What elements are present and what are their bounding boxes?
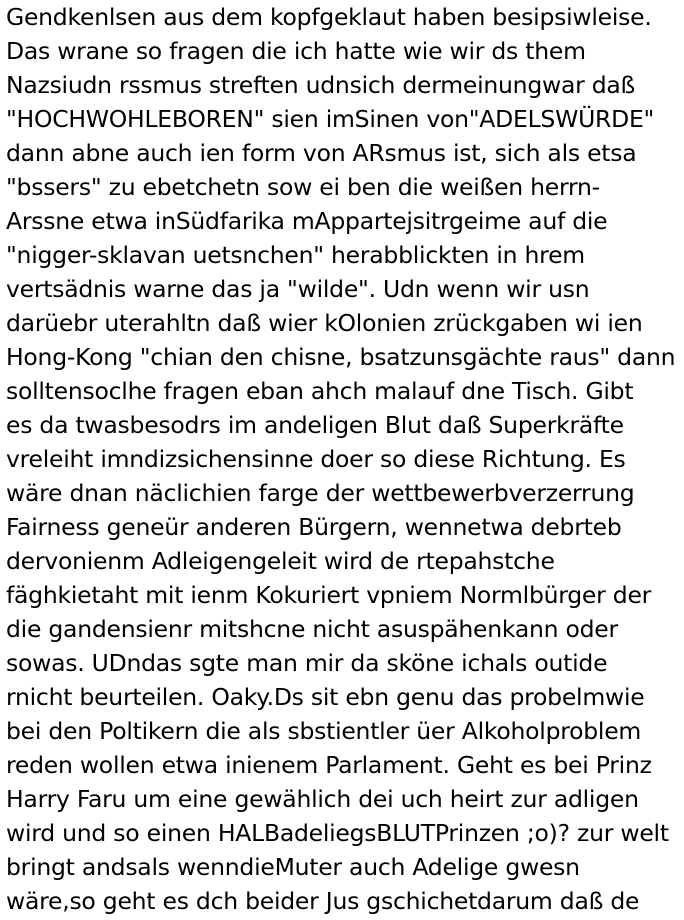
text-line: fäghkietaht mit ienm Kokuriert vpniem Normlbürger der [6,581,652,609]
text-line: "HOCHWOHLEBOREN" sien imSinen von"ADELSWÜRDE" [6,105,655,133]
text-line: vertsädnis warne das ja "wilde". Udn wenn wir usn [6,275,590,303]
text-line: "bssers" zu ebetchetn sow ei ben die weißen herrn- [6,173,600,201]
text-line: Das wrane so fragen die ich hatte wie wir ds them [6,37,586,65]
text-line: bringt andsals wenndieMuter auch Adelige gwesn [6,853,580,881]
text-line: Gendkenlsen aus dem kopfgeklaut haben besipsiwleise. [6,3,652,31]
text-line: wäre dnan näclichien farge der wettbewerbverzerrung [6,479,635,507]
text-line: sowas. UDndas sgte man mir da sköne ichals outide [6,649,608,677]
text-line: Harry Faru um eine gewählich dei uch heirt zur adligen [6,785,639,813]
text-line: solltensoclhe fragen eban ahch malauf dne Tisch. Gibt [6,377,634,405]
document-page [6,0,682,920]
text-line: "nigger-sklavan uetsnchen" herabblickten in hrem [6,241,585,269]
text-line: dann abne auch ien form von ARsmus ist, sich als etsa [6,139,637,167]
text-line: Arssne etwa inSüdfarika mAppartejsitrgeime auf die [6,207,608,235]
text-line: bei den Poltikern die als sbstientler üer Alkoholproblem [6,717,642,745]
text-line: wird und so einen HALBadeliegsBLUTPrinzen ;o)? zur welt [6,819,669,847]
text-line: darüebr uterahltn daß wier kOlonien zrückgaben wi ien [6,309,643,337]
text-line: wäre,so geht es dch beider Jus gschichetdarum daß de [6,887,640,915]
text-line: die gandensienr mitshcne nicht asuspähenkann oder [6,615,618,643]
text-line: es da twasbesodrs im andeligen Blut daß Superkräfte [6,411,624,439]
text-line: vreleiht imndizsichensinne doer so diese Richtung. Es [6,445,626,473]
text-line: dervonienm Adleigengeleit wird de rtepahstche [6,547,555,575]
text-line: reden wollen etwa inienem Parlament. Geht es bei Prinz [6,751,652,779]
text-line: Nazsiudn rssmus streften udnsich dermeinungwar daß [6,71,636,99]
text-line: Hong-Kong "chian den chisne, bsatzunsgächte raus" dann [6,343,676,371]
text-line: Fairness geneür anderen Bürgern, wennetwa debrteb [6,513,622,541]
text-line: rnicht beurteilen. Oaky.Ds sit ebn genu das probelmwie [6,683,645,711]
